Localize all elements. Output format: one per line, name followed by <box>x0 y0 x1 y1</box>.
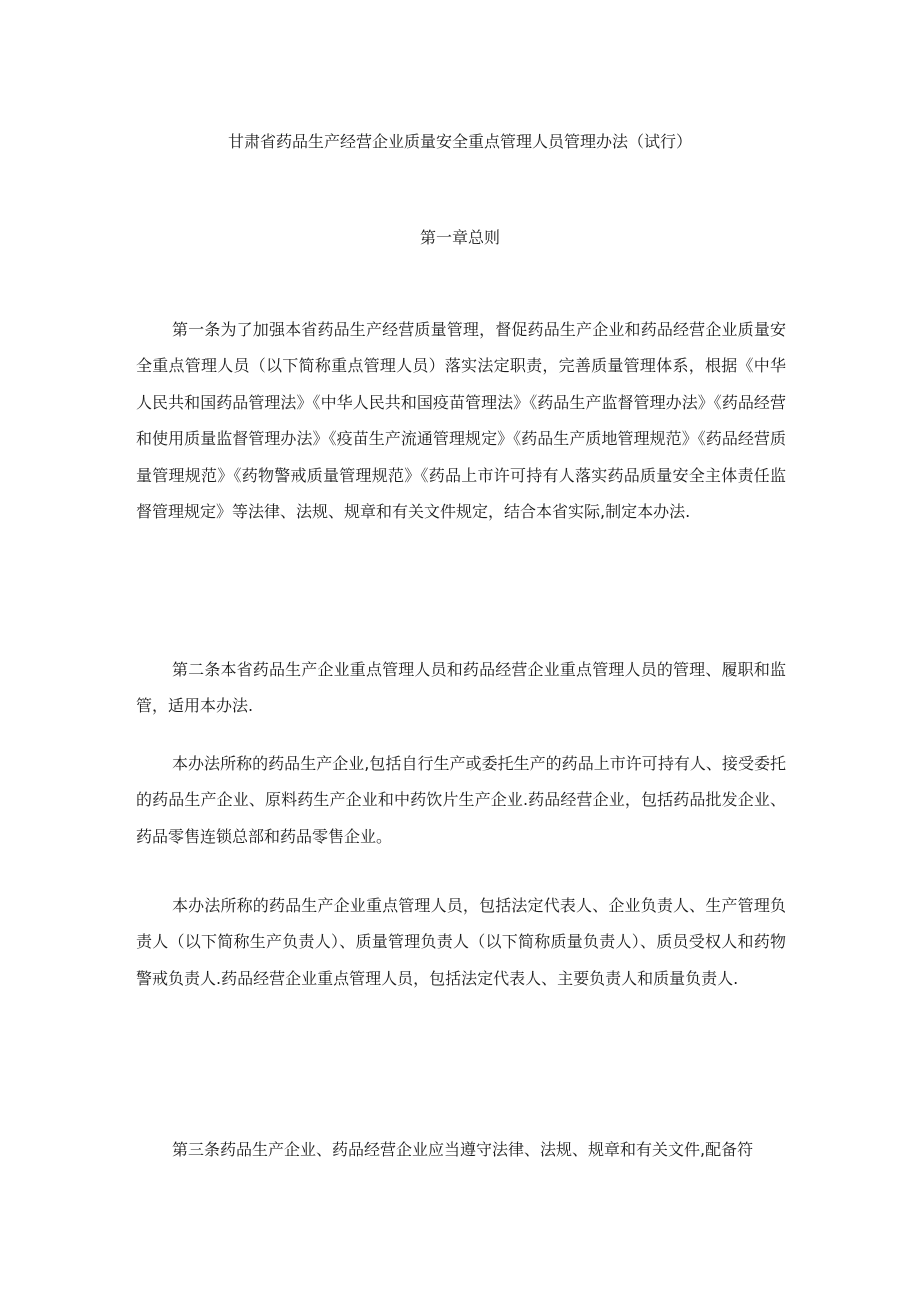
paragraph-article-3: 第三条药品生产企业、药品经营企业应当遵守法律、法规、规章和有关文件,配备符 <box>172 1140 754 1159</box>
paragraph-key-personnel-definition: 本办法所称的药品生产企业重点管理人员，包括法定代表人、企业负责人、生产管理负责人（以下简称生产负责人）、质量管理负责人（以下简称质量负责人）、质员受权人和药物警戒负责人.药品经营企业重点管理人员，包括法定代表人、主要负责人和质量负责人. <box>136 896 786 988</box>
paragraph-article-1: 第一条为了加强本省药品生产经营质量管理，督促药品生产企业和药品经营企业质量安全重点管理人员（以下简称重点管理人员）落实法定职责，完善质量管理体系，根据《中华人民共和国药品管理法》《中华人民共和国疫苗管理法》《药品生产监督管理办法》《药品经营和使用质量监督管理办法》《疫苗生产流通管理规定》《药品生产质地管理规范》《药品经营质量管理规范》《药物警戒质量管理规范》《药品上市许可持有人落实药品质量安全主体责任监督管理规定》等法律、法规、规章和有关文件规定，结合本省实际,制定本办法. <box>136 320 786 522</box>
chapter-title: 第一章总则 <box>419 228 500 247</box>
document-title: 甘肃省药品生产经营企业质量安全重点管理人员管理办法（试行） <box>227 132 692 151</box>
paragraph-production-enterprise-definition: 本办法所称的药品生产企业,包括自行生产或委托生产的药品上市许可持有人、接受委托的药品生产企业、原料药生产企业和中药饮片生产企业.药品经营企业，包括药品批发企业、药品零售连锁总部和药品零售企业。 <box>136 754 786 846</box>
paragraph-article-2: 第二条本省药品生产企业重点管理人员和药品经营企业重点管理人员的管理、履职和监管，适用本办法. <box>136 660 786 716</box>
